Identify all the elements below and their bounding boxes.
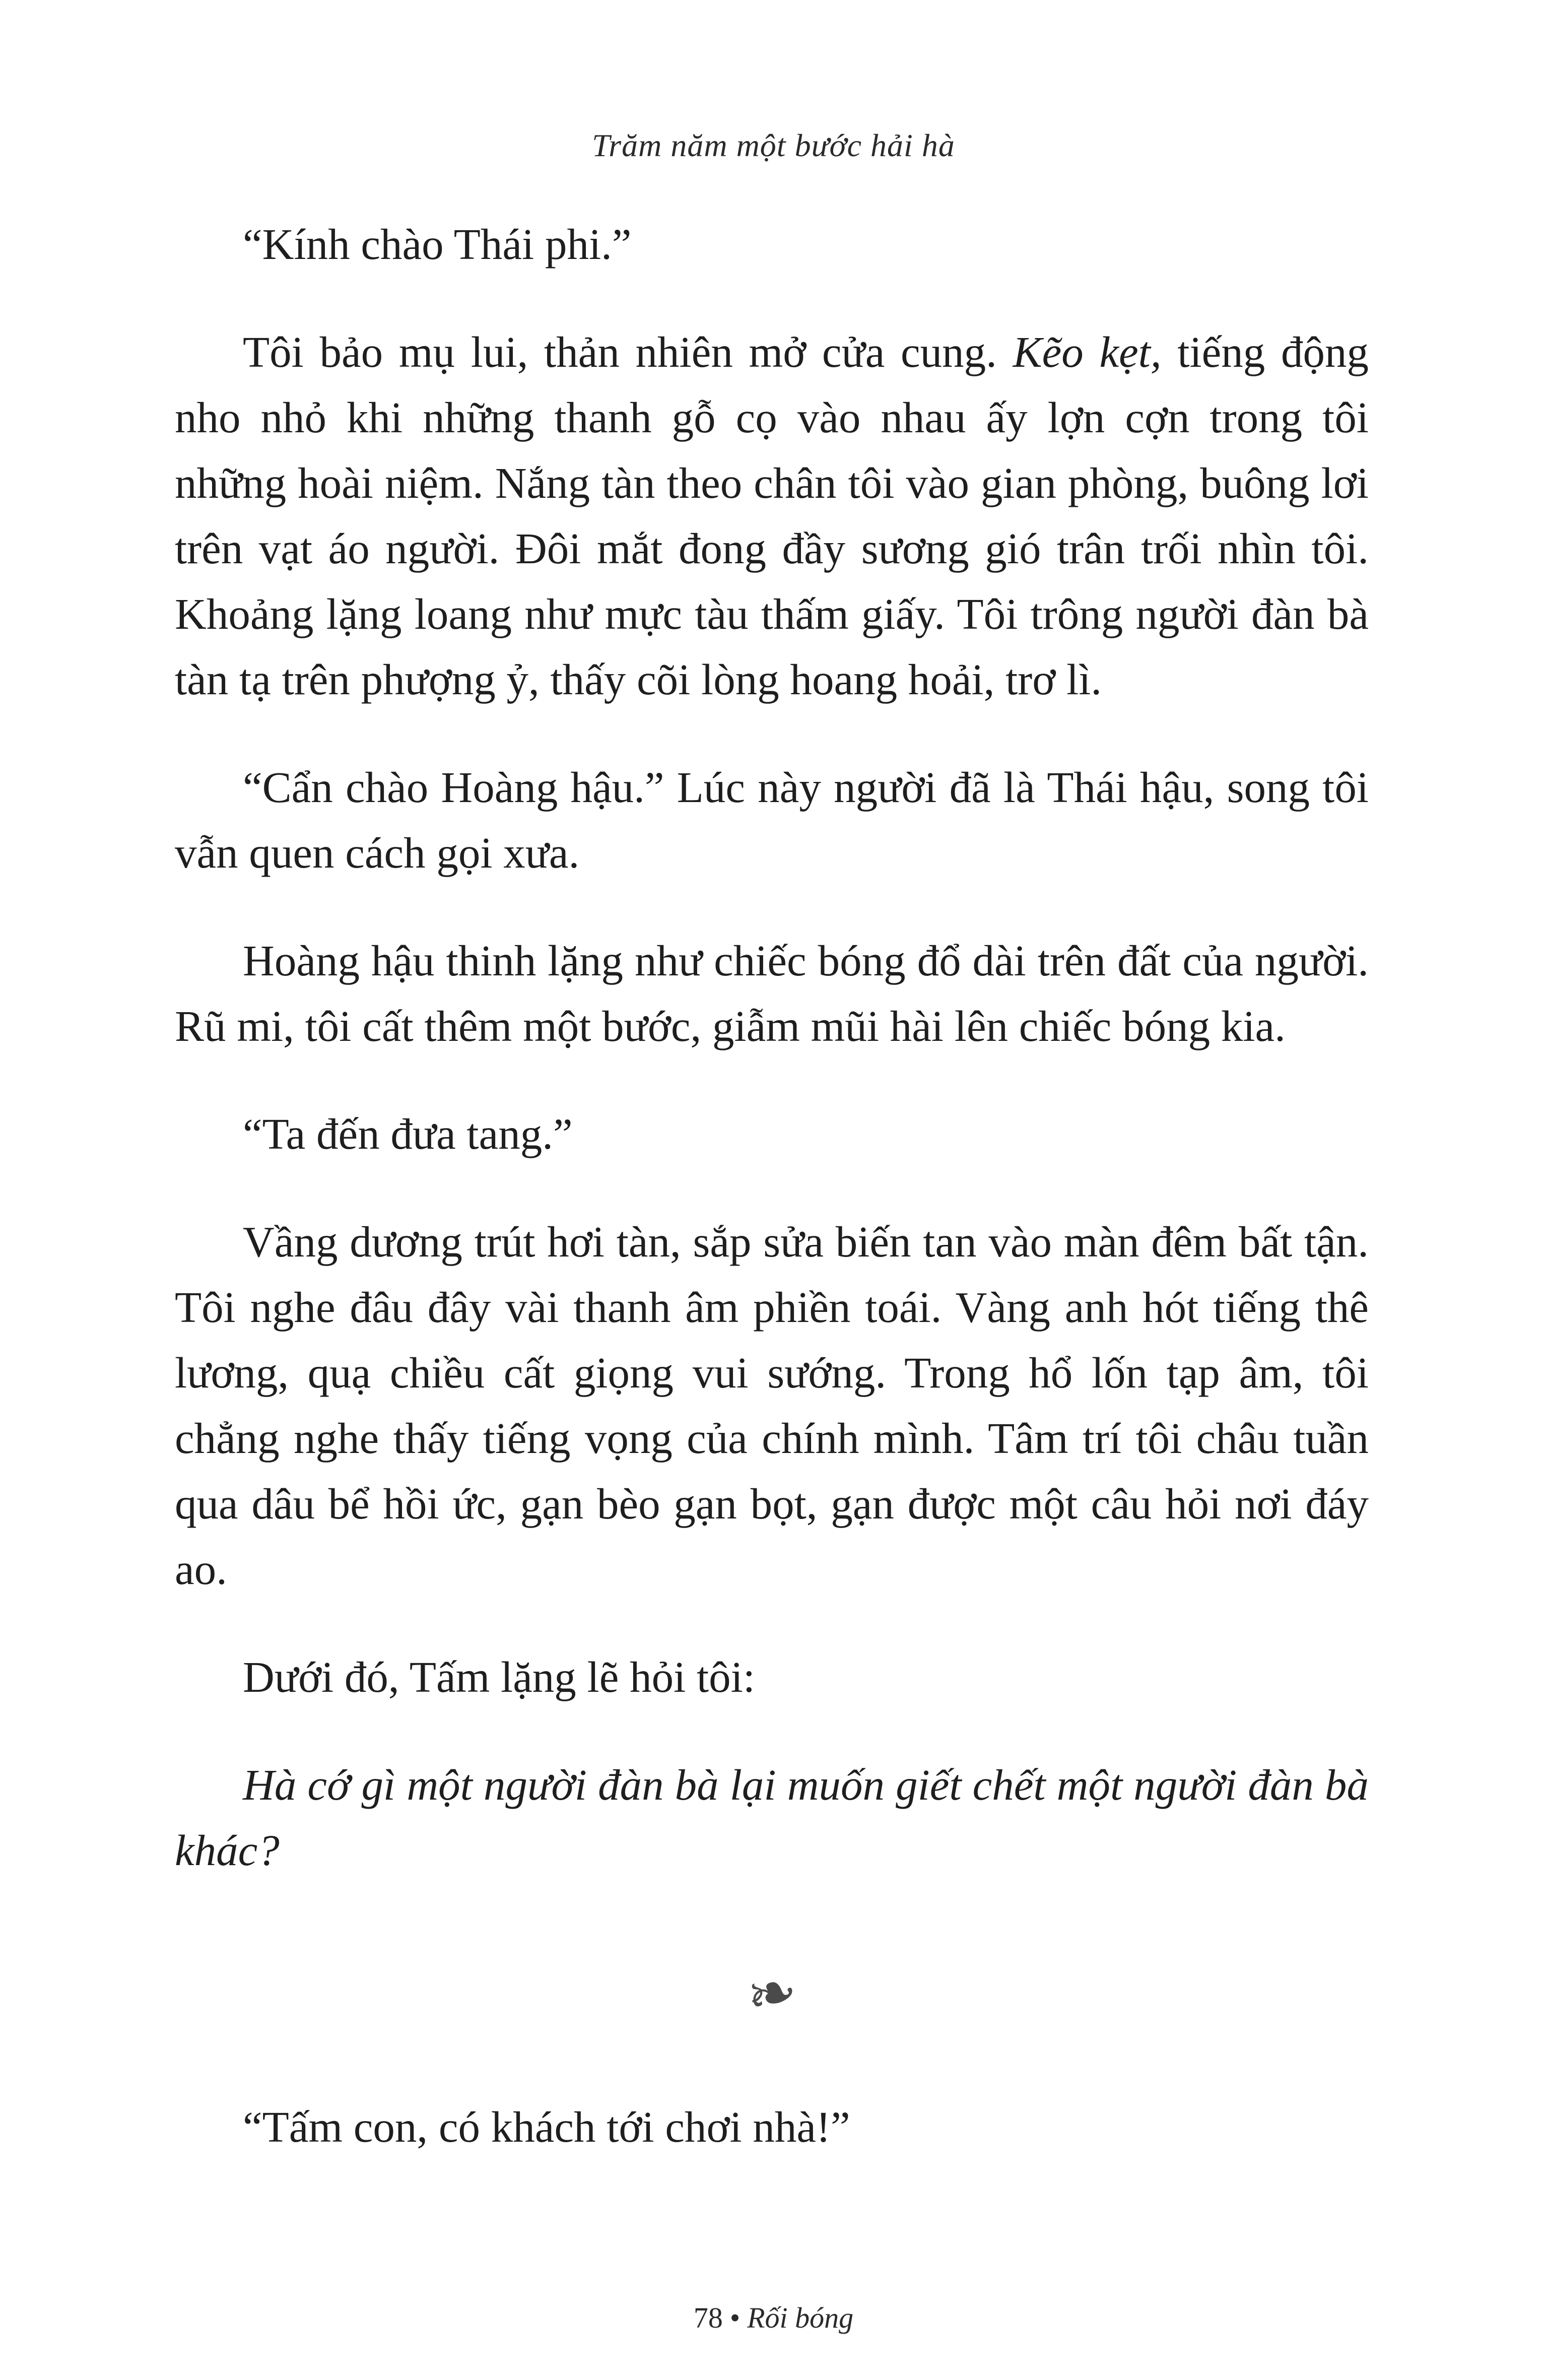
paragraph bbox=[175, 1209, 1369, 1602]
paragraph bbox=[175, 2094, 1369, 2160]
text-run: tiếng động nho nhỏ khi những thanh gỗ cọ vào nhau ấy lợn cợn trong tôi những hoài niệm. Nắng tàn theo chân tôi vào gian phòng, buông lơi trên vạt áo người. Đôi mắt đong đầy sương gió trân trối nhìn tôi. Khoảng lặng loang như mực tàu thấm giấy. Tôi trông người đàn bà tàn tạ trên phượng ỷ, thấy cõi lòng hoang hoải, trơ lì. bbox=[175, 327, 1369, 704]
text-run: Hà cớ gì một người đàn bà lại muốn giết chết một người đàn bà khác? bbox=[175, 1760, 1369, 1875]
footer-separator: • bbox=[729, 2301, 741, 2334]
paragraph bbox=[175, 212, 1369, 277]
page-footer bbox=[0, 2301, 1547, 2335]
running-head: Trăm năm một bước hải hà bbox=[592, 127, 955, 163]
paragraph bbox=[175, 1644, 1369, 1710]
paragraph bbox=[175, 1752, 1369, 1883]
paragraph bbox=[175, 1101, 1369, 1167]
text-run: Dưới đó, Tấm lặng lẽ hỏi tôi: bbox=[243, 1652, 756, 1701]
paragraph bbox=[175, 319, 1369, 712]
italic-text-run: Kẽo kẹt, bbox=[1013, 327, 1162, 376]
text-run: Tôi bảo mụ lui, thản nhiên mở cửa cung. bbox=[243, 327, 1013, 376]
text-run: “Cẩn chào Hoàng hậu.” Lúc này người đã là Thái hậu, song tôi vẫn quen cách gọi xưa. bbox=[175, 763, 1369, 877]
page-body bbox=[175, 212, 1369, 2202]
paragraphs bbox=[175, 212, 1369, 2160]
flourish-ornament-icon: ❧ bbox=[739, 1954, 804, 2033]
paragraph bbox=[175, 928, 1369, 1059]
paragraph bbox=[175, 755, 1369, 886]
page-number: 78 bbox=[693, 2301, 723, 2334]
text-run: Vầng dương trút hơi tàn, sắp sửa biến tan vào màn đêm bất tận. Tôi nghe đâu đây vài thanh âm phiền toái. Vàng anh hót tiếng thê lương, quạ chiều cất giọng vui sướng. Trong hổ lốn tạp âm, tôi chẳng nghe thấy tiếng vọng của chính mình. Tâm trí tôi châu tuần qua dâu bể hồi ức, gạn bèo gạn bọt, gạn được một câu hỏi nơi đáy ao. bbox=[175, 1217, 1369, 1594]
book-title: Rối bóng bbox=[747, 2301, 854, 2334]
text-run: “Kính chào Thái phi.” bbox=[243, 220, 632, 269]
text-run: “Tấm con, có khách tới chơi nhà!” bbox=[243, 2102, 850, 2151]
scene-break bbox=[175, 1954, 1369, 2033]
text-run: “Ta đến đưa tang.” bbox=[243, 1109, 573, 1158]
text-run: Hoàng hậu thinh lặng như chiếc bóng đổ dài trên đất của người. Rũ mi, tôi cất thêm một bước, giẫm mũi hài lên chiếc bóng kia. bbox=[175, 936, 1369, 1050]
